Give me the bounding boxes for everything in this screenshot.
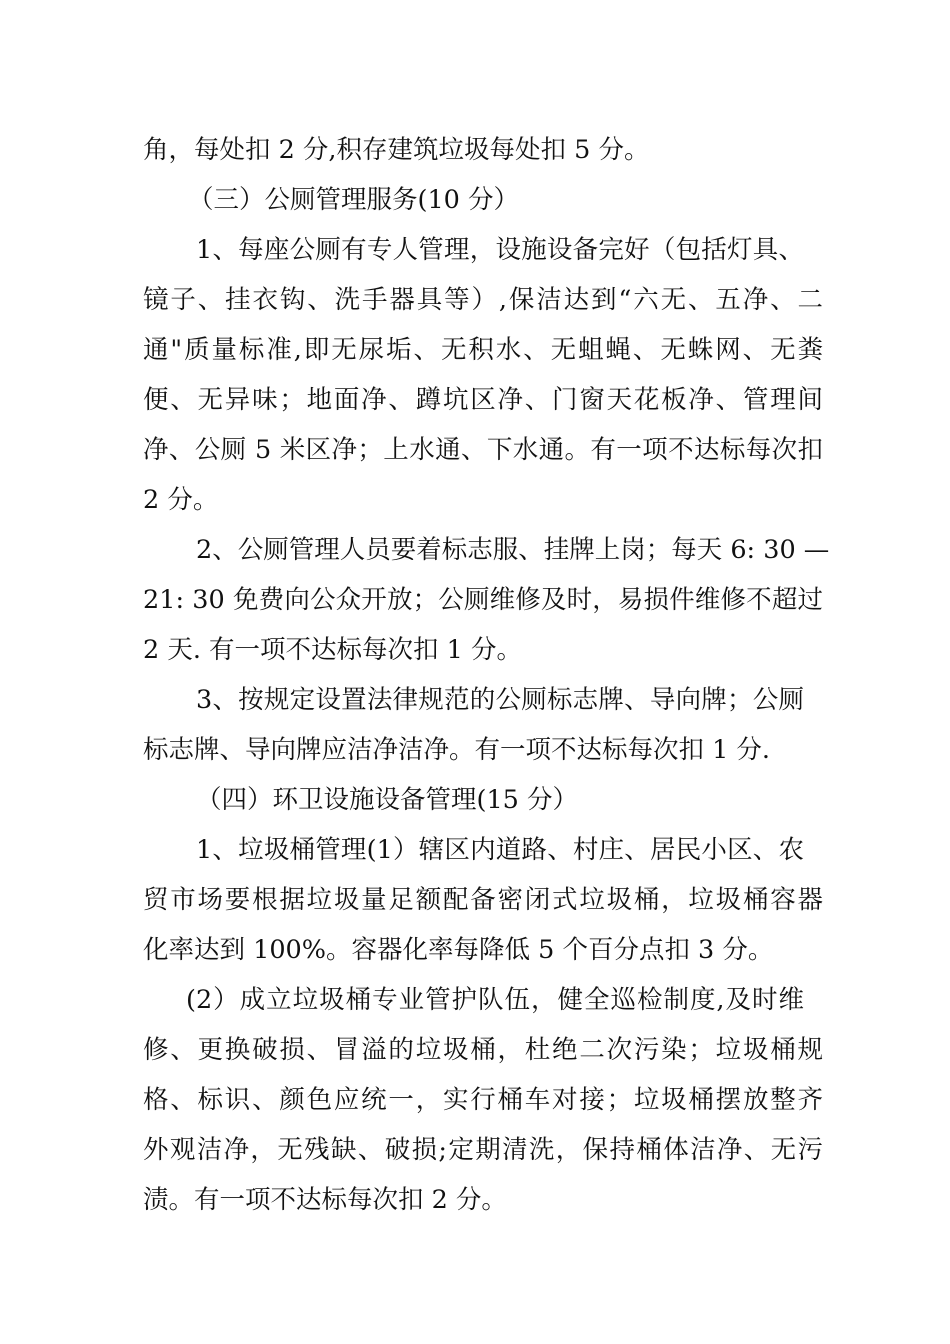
text-line-19: 修、更换破损、冒溢的垃圾桶，杜绝二次污染；垃圾桶规 xyxy=(143,1035,823,1065)
text-line-13: 标志牌、导向牌应洁净洁净。有一项不达标每次扣 1 分. xyxy=(143,735,771,765)
text-line-11: 2 天. 有一项不达标每次扣 1 分。 xyxy=(143,635,522,665)
text-line-17: 化率达到 100%。容器化率每降低 5 个百分点扣 3 分。 xyxy=(143,935,774,965)
text-line-16: 贸市场要根据垃圾量足额配备密闭式垃圾桶，垃圾桶容器 xyxy=(143,885,823,915)
text-line-8: 2 分。 xyxy=(143,485,219,515)
text-line-4: 镜子、挂衣钩、洗手器具等）,保洁达到“六无、五净、二 xyxy=(143,285,823,315)
text-line-7: 净、公厕 5 米区净；上水通、下水通。有一项不达标每次扣 xyxy=(143,435,823,465)
section-heading-public-toilet: （三）公厕管理服务(10 分） xyxy=(188,185,520,215)
text-line-21: 外观洁净，无残缺、破损;定期清洗，保持桶体洁净、无污 xyxy=(143,1135,823,1165)
text-line-5: 通"质量标准,即无尿垢、无积水、无蛆蝇、无蛛网、无粪 xyxy=(143,335,823,365)
text-line-9: 2、公厕管理人员要着标志服、挂牌上岗；每天 6: 30 — xyxy=(196,535,830,565)
text-line-1: 角，每处扣 2 分,积存建筑垃圾每处扣 5 分。 xyxy=(143,135,650,165)
text-line-20: 格、标识、颜色应统一，实行桶车对接；垃圾桶摆放整齐 xyxy=(143,1085,823,1115)
text-line-3: 1、每座公厕有专人管理，设施设备完好（包括灯具、 xyxy=(196,235,804,265)
text-line-18: (2）成立垃圾桶专业管护队伍，健全巡检制度,及时维 xyxy=(186,985,804,1015)
section-heading-sanitation-facilities: （四）环卫设施设备管理(15 分） xyxy=(196,785,579,815)
text-line-12: 3、按规定设置法律规范的公厕标志牌、导向牌；公厕 xyxy=(196,685,804,715)
text-line-6: 便、无异味；地面净、蹲坑区净、门窗天花板净、管理间 xyxy=(143,385,823,415)
text-line-22: 渍。有一项不达标每次扣 2 分。 xyxy=(143,1185,507,1215)
text-line-15: 1、垃圾桶管理(1）辖区内道路、村庄、居民小区、农 xyxy=(196,835,804,865)
text-line-10: 21: 30 免费向公众开放；公厕维修及时，易损件维修不超过 xyxy=(143,585,823,615)
